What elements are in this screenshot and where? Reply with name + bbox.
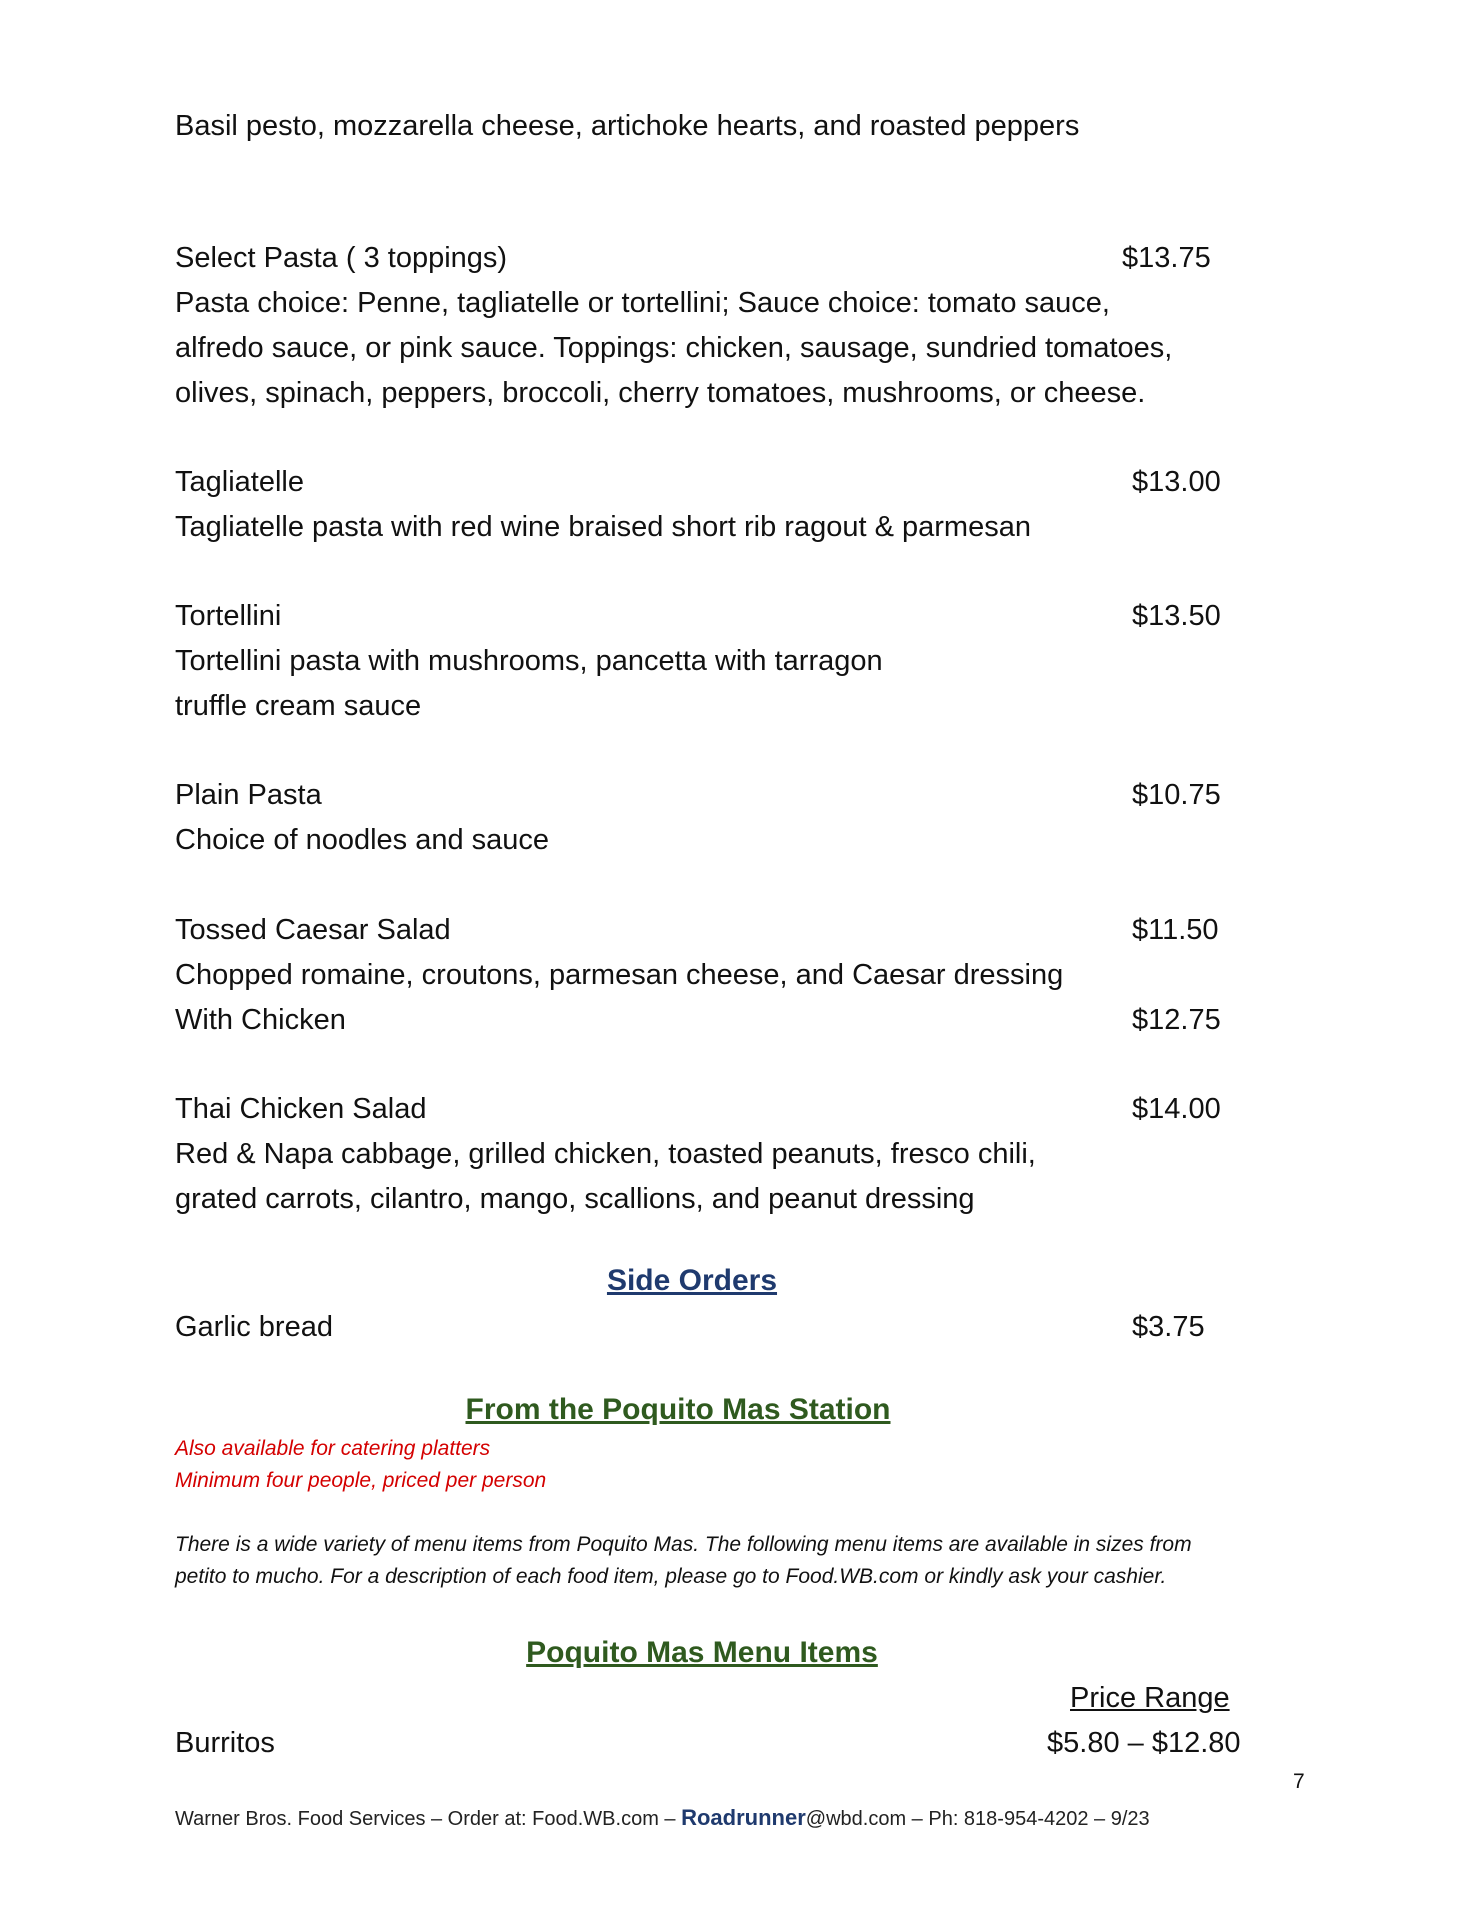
item-tagliatelle-desc: Tagliatelle pasta with red wine braised short rib ragout & parmesan [175, 511, 1031, 543]
item-caesar-extra-name: With Chicken [175, 1004, 346, 1036]
poquito-menu-heading: Poquito Mas Menu Items [526, 1636, 878, 1669]
item-caesar-desc: Chopped romaine, croutons, parmesan cheese, and Caesar dressing [175, 959, 1064, 991]
item-thai-salad-price: $14.00 [1132, 1093, 1221, 1125]
item-plain-pasta-name: Plain Pasta [175, 779, 322, 811]
poquito-note-minimum: Minimum four people, priced per person [175, 1469, 547, 1492]
item-caesar-extra-price: $12.75 [1132, 1004, 1221, 1036]
item-select-pasta-desc-2: alfredo sauce, or pink sauce. Toppings: chicken, sausage, sundried tomatoes, [175, 332, 1173, 364]
item-thai-salad-desc-1: Red & Napa cabbage, grilled chicken, toasted peanuts, fresco chili, [175, 1138, 1036, 1170]
item-thai-salad-name: Thai Chicken Salad [175, 1093, 427, 1125]
poquito-item-burritos-name: Burritos [175, 1727, 275, 1759]
item-select-pasta-price: $13.75 [1122, 242, 1211, 274]
item-plain-pasta-price: $10.75 [1132, 779, 1221, 811]
footer-prefix: Warner Bros. Food Services – Order at: Food.WB.com – [175, 1808, 682, 1830]
poquito-description-2: petito to mucho. For a description of each food item, please go to Food.WB.com or kindly ask your cashier. [175, 1565, 1167, 1588]
footer-suffix: @wbd.com – Ph: 818-954-4202 – 9/23 [805, 1808, 1150, 1830]
page-number: 7 [1293, 1770, 1305, 1793]
item-caesar-price: $11.50 [1132, 914, 1219, 946]
item-tortellini-desc-2: truffle cream sauce [175, 690, 422, 722]
poquito-note-catering: Also available for catering platters [175, 1437, 491, 1460]
item-select-pasta-desc-3: olives, spinach, peppers, broccoli, cherry tomatoes, mushrooms, or cheese. [175, 377, 1146, 409]
item-caesar-name: Tossed Caesar Salad [175, 914, 451, 946]
side-item-garlic-bread-name: Garlic bread [175, 1311, 333, 1343]
footer-roadrunner: Roadrunner [681, 1805, 806, 1830]
poquito-station-heading: From the Poquito Mas Station [465, 1393, 891, 1426]
item-tortellini-price: $13.50 [1132, 600, 1221, 632]
item-tagliatelle-name: Tagliatelle [175, 466, 304, 498]
item-select-pasta-name: Select Pasta ( 3 toppings) [175, 242, 508, 274]
item-tagliatelle-price: $13.00 [1132, 466, 1221, 498]
item-plain-pasta-desc: Choice of noodles and sauce [175, 824, 550, 856]
footer [175, 1805, 1150, 1831]
item-tortellini-name: Tortellini [175, 600, 282, 632]
side-orders-heading: Side Orders [606, 1264, 778, 1297]
price-range-label: Price Range [1070, 1682, 1230, 1714]
item-thai-salad-desc-2: grated carrots, cilantro, mango, scallions, and peanut dressing [175, 1183, 975, 1215]
side-item-garlic-bread-price: $3.75 [1132, 1311, 1205, 1343]
item-tortellini-desc-1: Tortellini pasta with mushrooms, pancetta with tarragon [175, 645, 883, 677]
intro-line: Basil pesto, mozzarella cheese, artichoke hearts, and roasted peppers [175, 110, 1080, 142]
poquito-item-burritos-price: $5.80 – $12.80 [1047, 1727, 1241, 1759]
item-select-pasta-desc-1: Pasta choice: Penne, tagliatelle or tortellini; Sauce choice: tomato sauce, [175, 287, 1110, 319]
poquito-description-1: There is a wide variety of menu items from Poquito Mas. The following menu items are available in sizes from [175, 1533, 1192, 1556]
